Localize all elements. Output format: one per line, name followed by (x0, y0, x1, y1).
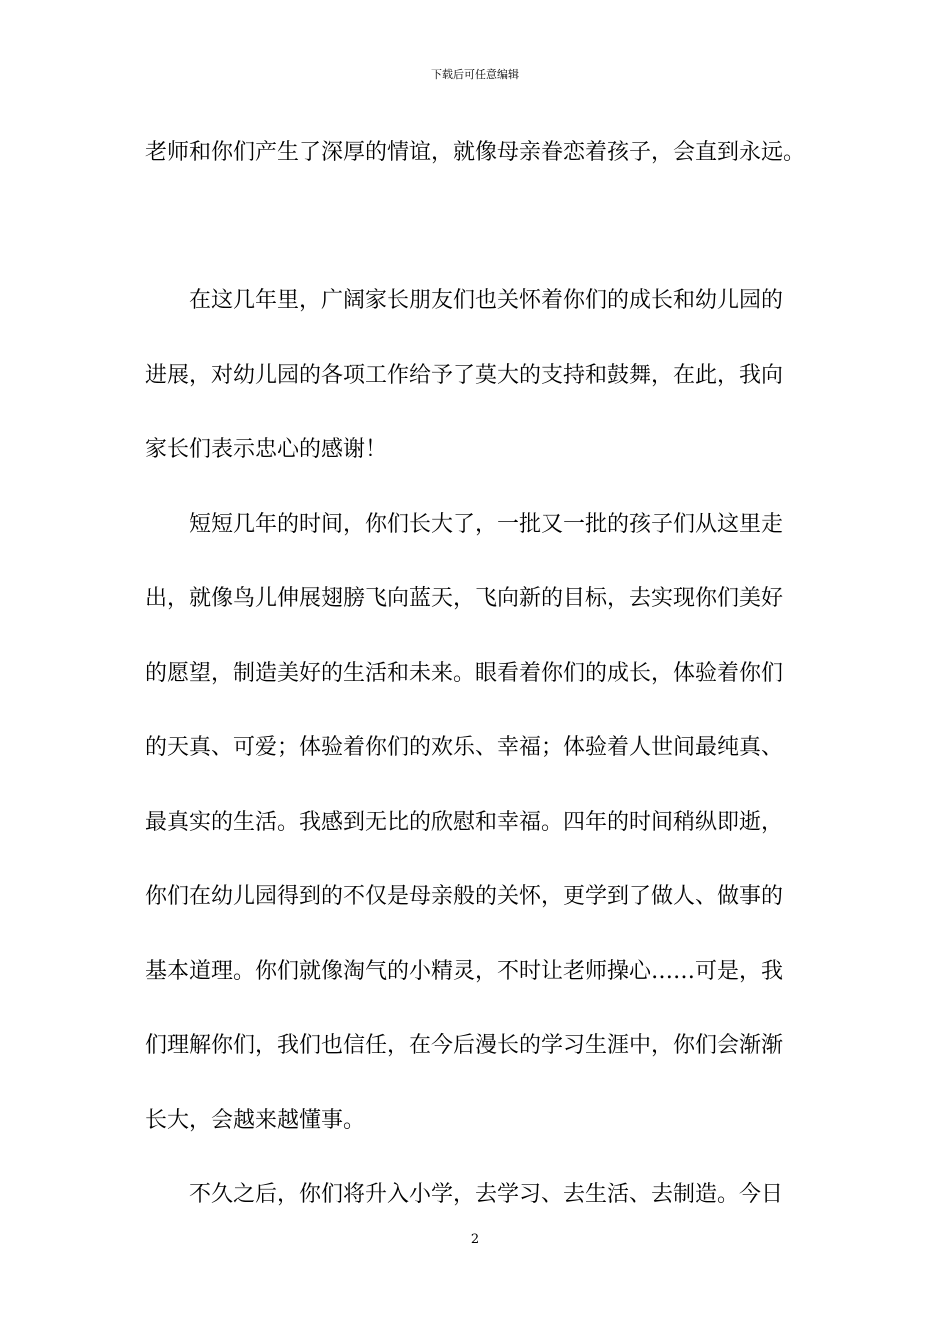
text-line: 家长们表示忠心的感谢！ (145, 437, 388, 462)
text-line: 出，就像鸟儿伸展翅膀飞向蓝天，飞向新的目标，去实现你们美好 (145, 586, 784, 611)
text-line: 基本道理。你们就像淘气的小精灵，不时让老师操心……可是，我 (145, 959, 784, 984)
text-line: 的愿望，制造美好的生活和未来。眼看着你们的成长，体验着你们 (145, 661, 784, 686)
text-line: 你们在幼儿园得到的不仅是母亲般的关怀，更学到了做人、做事的 (145, 884, 784, 909)
text-line: 长大，会越来越懂事。 (145, 1108, 366, 1133)
text-line: 进展，对幼儿园的各项工作给予了莫大的支持和鼓舞，在此，我向 (145, 363, 784, 388)
text-line: 老师和你们产生了深厚的情谊，就像母亲眷恋着孩子，会直到永远。 (145, 140, 806, 165)
text-line: 在这几年里，广阔家长朋友们也关怀着你们的成长和幼儿园的 (145, 288, 784, 313)
text-line: 们理解你们，我们也信任，在今后漫长的学习生涯中，你们会渐渐 (145, 1033, 784, 1058)
text-line: 的天真、可爱；体验着你们的欢乐、幸福；体验着人世间最纯真、 (145, 735, 784, 760)
text-line: 短短几年的时间，你们长大了，一批又一批的孩子们从这里走 (145, 512, 784, 537)
page-header: 下载后可任意编辑 (431, 68, 519, 81)
page-number: 2 (470, 1232, 480, 1247)
text-line: 最真实的生活。我感到无比的欣慰和幸福。四年的时间稍纵即逝， (145, 810, 784, 835)
text-line: 不久之后，你们将升入小学，去学习、去生活、去制造。今日 (145, 1182, 784, 1207)
